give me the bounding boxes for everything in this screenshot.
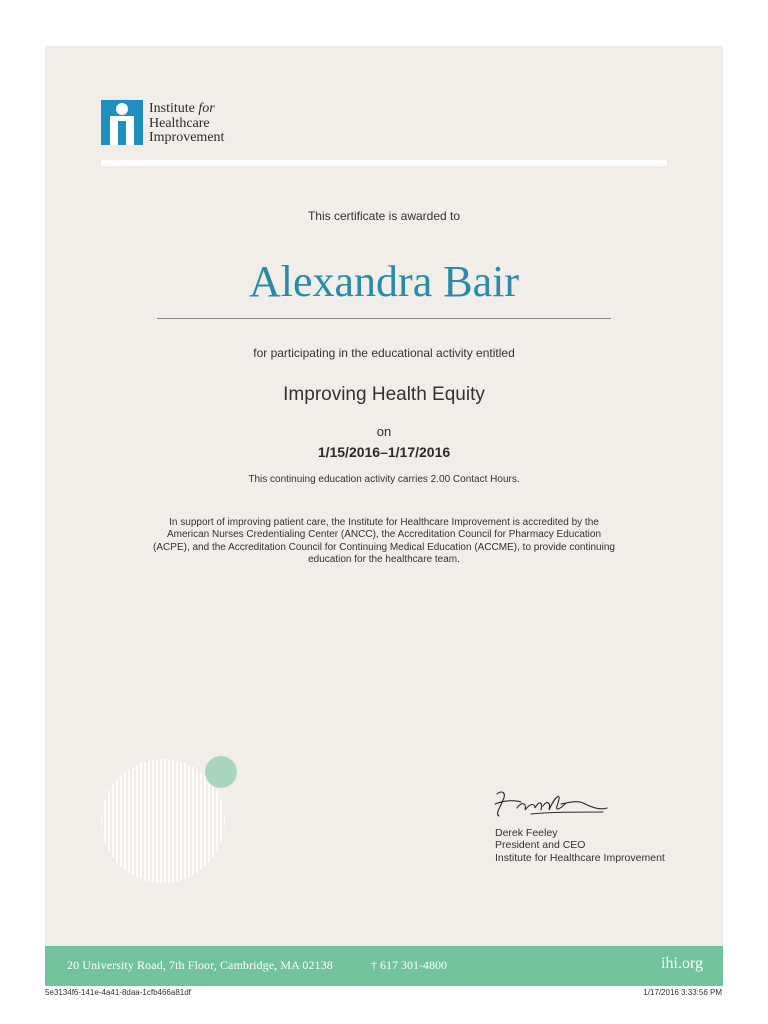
recipient-name: Alexandra Bair xyxy=(249,257,519,306)
footer-website-link[interactable]: ihi.org xyxy=(661,955,703,972)
footer-phone: † 617 301-4800 xyxy=(371,958,447,972)
signatory-block xyxy=(495,827,665,864)
signature-icon xyxy=(491,786,611,826)
signatory-organization: Institute for Healthcare Improvement xyxy=(495,851,665,864)
footer-bar xyxy=(45,946,723,986)
awarded-text: This certificate is awarded to xyxy=(307,209,461,223)
contact-hours-text: This continuing education activity carries 2.00 Contact Hours. xyxy=(248,474,520,485)
logo-wordmark xyxy=(149,102,224,146)
document-timestamp: 1/17/2016 3:33:56 PM xyxy=(643,988,722,997)
logo-line2: Healthcare xyxy=(149,115,210,131)
ihi-logo xyxy=(101,100,224,146)
footer-address: 20 University Road, 7th Floor, Cambridge, MA 02138 xyxy=(67,958,333,972)
logo-line1: Institute xyxy=(149,101,199,116)
on-text: on xyxy=(376,424,392,439)
activity-title: Improving Health Equity xyxy=(283,384,485,405)
ihi-logo-mark-icon xyxy=(101,100,143,145)
document-id: 5e3134f6-141e-4a41-8daa-1cfb466a81df xyxy=(45,988,191,997)
activity-dates: 1/15/2016–1/17/2016 xyxy=(317,444,451,460)
logo-line1-em: for xyxy=(198,101,215,116)
accreditation-statement: In support of improving patient care, the Institute for Healthcare Improvement is accredited by the American Nurses Credentialing Center (ANCC), the Accreditation Council for Pharmacy Education (ACPE), and the Accreditation Council for Continuing Medical Education (ACCME), to provide continuing education for the healthcare team. xyxy=(153,517,615,565)
certificate-page xyxy=(45,46,723,986)
name-underline xyxy=(157,318,611,319)
decorative-striped-circle-icon xyxy=(95,748,245,883)
logo-line3: Improvement xyxy=(149,130,225,145)
header-divider xyxy=(101,160,667,166)
signatory-name: Derek Feeley xyxy=(495,827,558,839)
participation-text: for participating in the educational activity entitled xyxy=(253,346,515,360)
signatory-title: President and CEO xyxy=(495,839,586,852)
